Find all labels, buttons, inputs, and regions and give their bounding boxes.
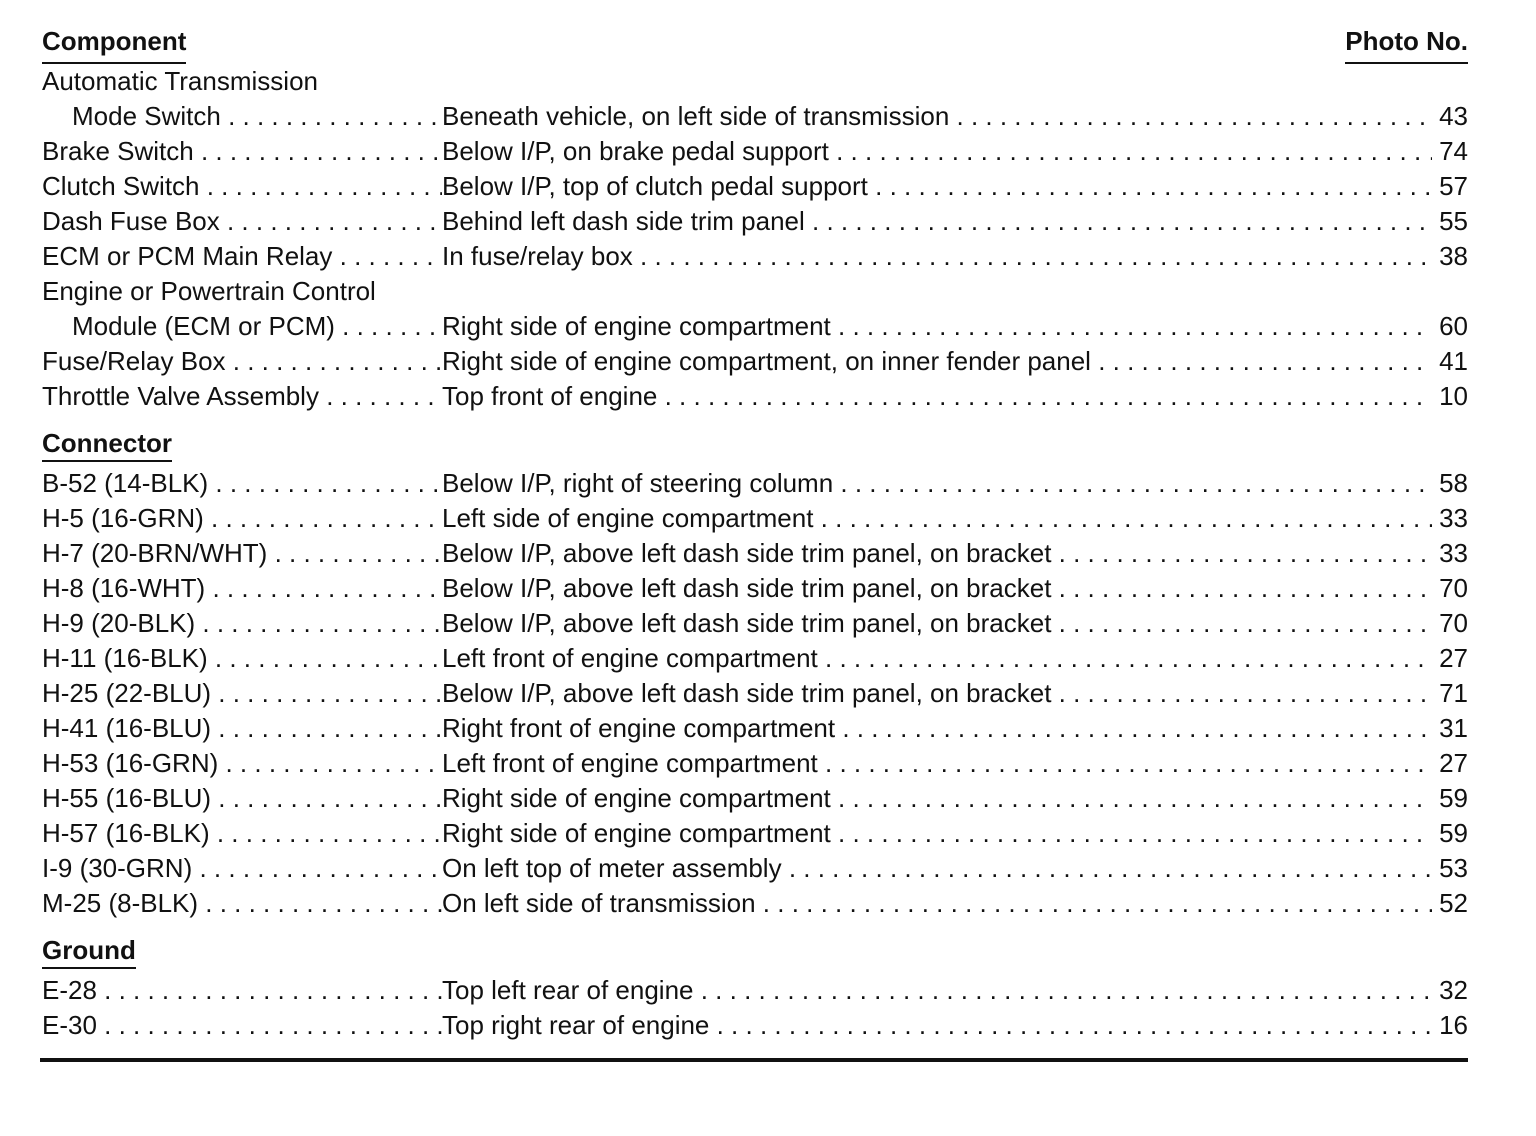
component-name: Dash Fuse Box . . . (42, 204, 442, 239)
photo-number: 33 (1439, 503, 1468, 533)
component-name: Brake Switch . . . (42, 134, 442, 169)
photo-number: 27 (1439, 643, 1468, 673)
connector-location: Below I/P, above left dash side trim panel, on bracket . . . (442, 571, 1432, 606)
component-name: Fuse/Relay Box . . . (42, 344, 442, 379)
connector-name: I-9 (30-GRN) . . . (42, 851, 442, 886)
connector-location: Below I/P, above left dash side trim panel, on bracket . . . (442, 676, 1432, 711)
component-location: Behind left dash side trim panel . . . (442, 204, 1432, 239)
photo-number: 59 (1439, 783, 1468, 813)
connector-location: On left side of transmission . . . (442, 886, 1432, 921)
table-row (42, 204, 1468, 239)
component-section (42, 64, 1468, 414)
connector-location: Left front of engine compartment . . . (442, 641, 1432, 676)
component-name: Module (ECM or PCM) . . . (42, 309, 442, 344)
photo-number: 10 (1439, 381, 1468, 411)
photo-number: 53 (1439, 853, 1468, 883)
connector-section-heading: Connector (42, 426, 172, 462)
component-location: Below I/P, top of clutch pedal support . . . (442, 169, 1432, 204)
table-row (42, 816, 1468, 851)
table-row (42, 536, 1468, 571)
connector-name: H-8 (16-WHT) . . . (42, 571, 442, 606)
photo-number: 32 (1439, 975, 1468, 1005)
photo-number: 60 (1439, 311, 1468, 341)
component-location: Right side of engine compartment . . . (442, 309, 1432, 344)
component-name: ECM or PCM Main Relay . . . (42, 239, 442, 274)
photo-number: 33 (1439, 538, 1468, 568)
table-row (42, 379, 1468, 414)
bottom-divider (40, 1058, 1468, 1062)
connector-name: H-7 (20-BRN/WHT) . . . (42, 536, 442, 571)
photo-number: 31 (1439, 713, 1468, 743)
component-location: Beneath vehicle, on left side of transmission . . . (442, 99, 1432, 134)
table-row (42, 641, 1468, 676)
photo-number: 71 (1439, 678, 1468, 708)
table-row (42, 169, 1468, 204)
photo-number: 70 (1439, 573, 1468, 603)
connector-location: Below I/P, right of steering column . . . (442, 466, 1432, 501)
table-row (42, 344, 1468, 379)
component-location: Below I/P, on brake pedal support . . . (442, 134, 1432, 169)
table-row (42, 676, 1468, 711)
component-location: Right side of engine compartment, on inner fender panel . . . (442, 344, 1432, 379)
connector-name: H-55 (16-BLU) . . . (42, 781, 442, 816)
ground-section-heading: Ground (42, 933, 136, 969)
table-row (42, 886, 1468, 921)
table-row (42, 1008, 1468, 1043)
connector-name: M-25 (8-BLK) . . . (42, 886, 442, 921)
ground-section-heading-wrap (42, 921, 1468, 973)
table-row (42, 851, 1468, 886)
component-column-header: Component (42, 24, 186, 64)
component-name: Throttle Valve Assembly . . . (42, 379, 442, 414)
table-row (42, 239, 1468, 274)
photo-number: 59 (1439, 818, 1468, 848)
locator-table (42, 24, 1468, 1043)
photo-number: 58 (1439, 468, 1468, 498)
component-location: Top front of engine . . . (442, 379, 1432, 414)
table-row (42, 466, 1468, 501)
photo-number: 38 (1439, 241, 1468, 271)
ground-section (42, 973, 1468, 1043)
connector-name: H-11 (16-BLK) . . . (42, 641, 442, 676)
photo-number: 52 (1439, 888, 1468, 918)
table-row (42, 134, 1468, 169)
photo-number-column-header: Photo No. (1345, 24, 1468, 64)
connector-location: Right side of engine compartment . . . (442, 781, 1432, 816)
connector-location: Below I/P, above left dash side trim panel, on bracket . . . (442, 606, 1432, 641)
component-continuation-line: Engine or Powertrain Control (42, 276, 376, 306)
table-row (42, 711, 1468, 746)
connector-location: Right side of engine compartment . . . (442, 816, 1432, 851)
component-name: Mode Switch . . . (42, 99, 442, 134)
connector-name: H-57 (16-BLK) . . . (42, 816, 442, 851)
ground-name: E-30 . . . (42, 1008, 442, 1043)
photo-number: 43 (1439, 101, 1468, 131)
connector-name: B-52 (14-BLK) . . . (42, 466, 442, 501)
ground-location: Top right rear of engine . . . (442, 1008, 1432, 1043)
connector-section (42, 466, 1468, 921)
photo-number: 41 (1439, 346, 1468, 376)
connector-location: Right front of engine compartment . . . (442, 711, 1432, 746)
photo-number: 27 (1439, 748, 1468, 778)
photo-number: 74 (1439, 136, 1468, 166)
component-name: Clutch Switch . . . (42, 169, 442, 204)
connector-name: H-25 (22-BLU) . . . (42, 676, 442, 711)
connector-location: Left side of engine compartment . . . (442, 501, 1432, 536)
connector-name: H-5 (16-GRN) . . . (42, 501, 442, 536)
ground-name: E-28 . . . (42, 973, 442, 1008)
table-row (42, 606, 1468, 641)
table-row (42, 746, 1468, 781)
photo-number: 70 (1439, 608, 1468, 638)
photo-number: 16 (1439, 1010, 1468, 1040)
table-row (42, 781, 1468, 816)
ground-location: Top left rear of engine . . . (442, 973, 1432, 1008)
table-row (42, 501, 1468, 536)
connector-section-heading-wrap (42, 414, 1468, 466)
connector-location: Left front of engine compartment . . . (442, 746, 1432, 781)
component-continuation-line: Automatic Transmission (42, 66, 318, 96)
connector-name: H-41 (16-BLU) . . . (42, 711, 442, 746)
connector-location: On left top of meter assembly . . . (442, 851, 1432, 886)
component-location: In fuse/relay box . . . (442, 239, 1432, 274)
table-row (42, 571, 1468, 606)
photo-number: 57 (1439, 171, 1468, 201)
table-row (42, 309, 1468, 344)
table-row (42, 99, 1468, 134)
connector-name: H-9 (20-BLK) . . . (42, 606, 442, 641)
photo-number: 55 (1439, 206, 1468, 236)
table-header (42, 24, 1468, 64)
connector-name: H-53 (16-GRN) . . . (42, 746, 442, 781)
table-row (42, 973, 1468, 1008)
connector-location: Below I/P, above left dash side trim panel, on bracket . . . (442, 536, 1432, 571)
